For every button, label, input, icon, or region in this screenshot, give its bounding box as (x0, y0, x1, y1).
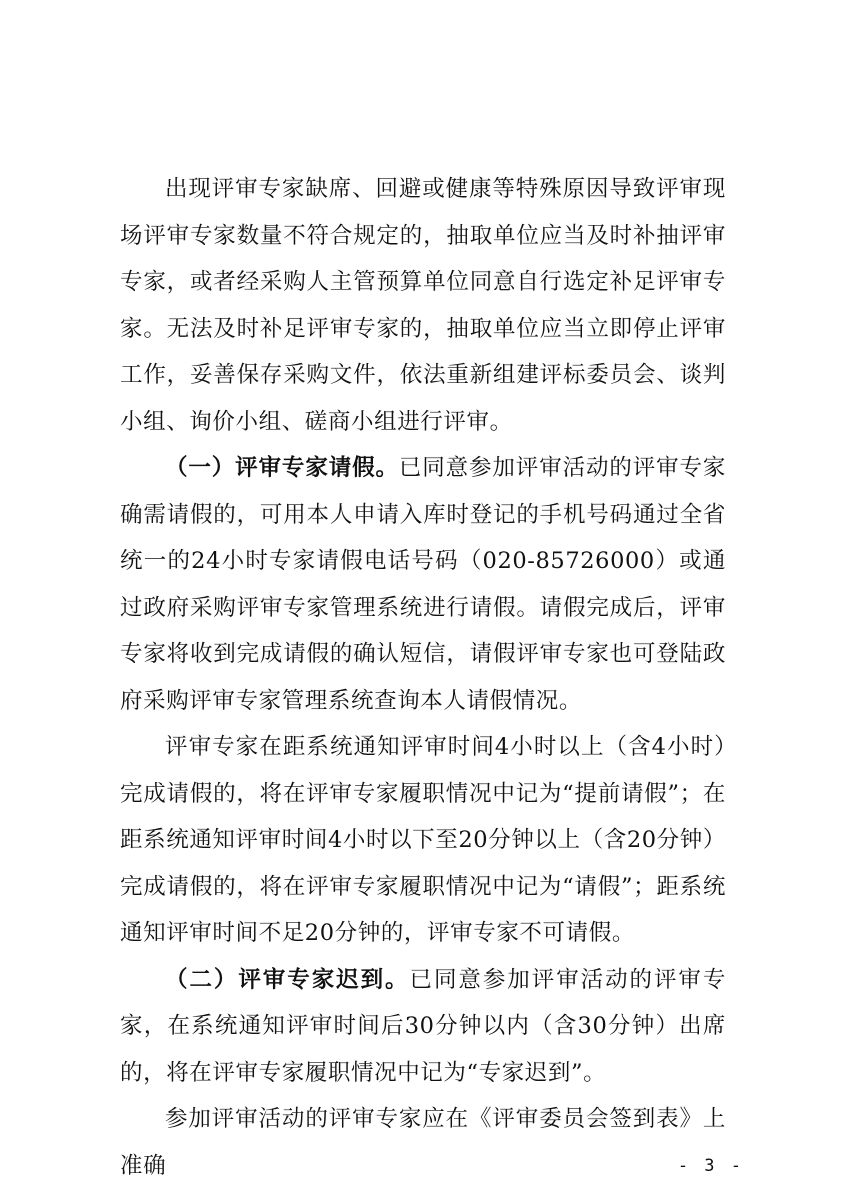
paragraph-5-text: 参加评审活动的评审专家应在《评审委员会签到表》上准确 (120, 1106, 726, 1179)
paragraph-2-heading: （一）评审专家请假。 (165, 455, 399, 481)
paragraph-2 (120, 445, 726, 724)
paragraph-3 (120, 724, 726, 957)
paragraph-1-text: 出现评审专家缺席、回避或健康等特殊原因导致评审现场评审专家数量不符合规定的，抽取单位应当及时补抽评审专家，或者经采购人主管预算单位同意自行选定补足评审专家。无法及时补足评审专家的，抽取单位应当立即停止评审工作，妥善保存采购文件，依法重新组建评标委员会、谈判小组、询价小组、磋商小组进行评审。 (120, 176, 726, 435)
paragraph-3-text: 评审专家在距系统通知评审时间4小时以上（含4小时）完成请假的，将在评审专家履职情况中记为“提前请假”；在距系统通知评审时间4小时以下至20分钟以上（含20分钟）完成请假的，将在评审专家履职情况中记为“请假”；距系统通知评审时间不足20分钟的，评审专家不可请假。 (120, 734, 726, 946)
paragraph-4-heading: （二）评审专家迟到。 (165, 966, 410, 993)
paragraph-2-text: 已同意参加评审活动的评审专家确需请假的，可用本人申请入库时登记的手机号码通过全省统一的24小时专家请假电话号码（020-85726000）或通过政府采购评审专家管理系统进行请假。请假完成后，评审专家将收到完成请假的确认短信，请假评审专家也可登陆政府采购评审专家管理系统查询本人请假情况。 (120, 455, 726, 714)
paragraph-4-text: 已同意参加评审活动的评审专家，在系统通知评审时间后30分钟以内（含30分钟）出席的，将在评审专家履职情况中记为“专家迟到”。 (120, 966, 726, 1086)
paragraph-4 (120, 957, 726, 1097)
body-text (120, 166, 726, 1189)
page-number: - 3 - (677, 1156, 744, 1176)
paragraph-1 (120, 166, 726, 445)
paragraph-5 (120, 1096, 726, 1189)
